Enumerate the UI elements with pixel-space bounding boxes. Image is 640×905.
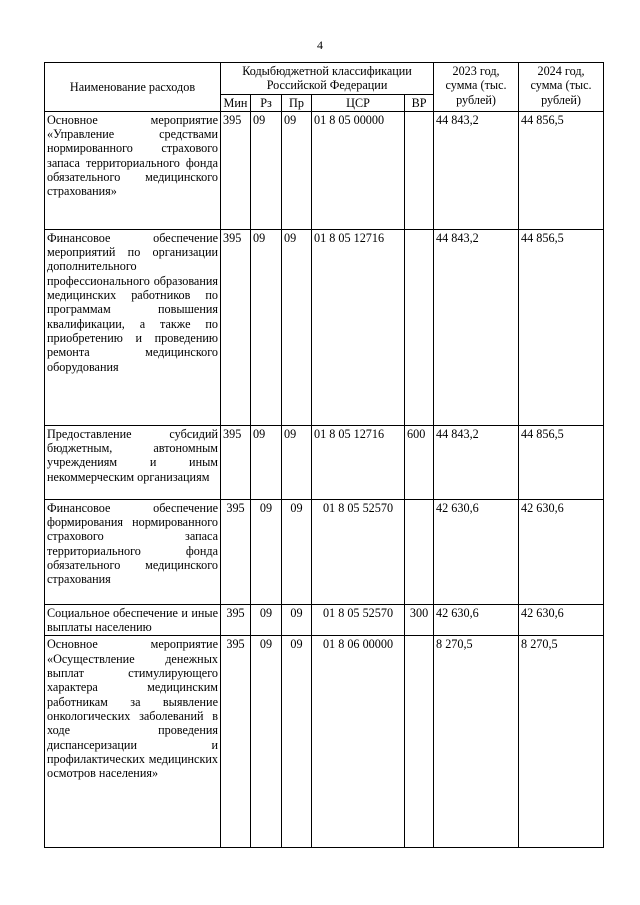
row-rz: 09 [251,111,282,229]
header-min: Мин [221,94,251,111]
table-row [45,425,604,499]
row-pr: 09 [282,425,312,499]
table-row [45,636,604,848]
row-csr: 01 8 06 00000 [312,636,405,848]
row-vr [405,636,434,848]
header-vr: ВР [405,94,434,111]
row-2024: 42 630,6 [519,604,604,636]
row-2024: 44 856,5 [519,229,604,425]
row-csr: 01 8 05 12716 [312,425,405,499]
row-csr: 01 8 05 00000 [312,111,405,229]
row-2023: 44 843,2 [434,425,519,499]
row-2024: 44 856,5 [519,425,604,499]
table-row [45,499,604,604]
row-name: Основное мероприятие «Управление средствами нормированного страхового запаса территориального фонда обязательного медицинского страхования» [45,111,221,229]
row-2024: 42 630,6 [519,499,604,604]
row-vr [405,499,434,604]
row-pr: 09 [282,499,312,604]
header-rz: Рз [251,94,282,111]
header-row-top [45,63,604,95]
row-2023: 42 630,6 [434,499,519,604]
header-name: Наименование расходов [45,63,221,112]
row-pr: 09 [282,636,312,848]
row-min: 395 [221,425,251,499]
table-row [45,229,604,425]
row-csr: 01 8 05 52570 [312,499,405,604]
row-name: Социальное обеспечение и иные выплаты населению [45,604,221,636]
header-codes: Кодыбюджетной классификации Российской Федерации [221,63,434,95]
table-row [45,111,604,229]
row-rz: 09 [251,499,282,604]
row-min: 395 [221,499,251,604]
row-vr [405,229,434,425]
row-2023: 44 843,2 [434,111,519,229]
row-name: Финансовое обеспечение формирования нормированного страхового запаса территориального фонда обязательного медицинского страхования [45,499,221,604]
page-number: 4 [317,38,323,52]
row-vr: 600 [405,425,434,499]
row-rz: 09 [251,425,282,499]
row-name: Финансовое обеспечение мероприятий по организации дополнительного профессионального образования медицинских работников по программам повышения квалификации, а также по приобретению и проведению ремонта медицинского оборудования [45,229,221,425]
header-2023: 2023 год, сумма (тыс. рублей) [434,63,519,112]
row-2024: 44 856,5 [519,111,604,229]
row-min: 395 [221,111,251,229]
row-vr: 300 [405,604,434,636]
row-2023: 8 270,5 [434,636,519,848]
budget-table [44,62,604,848]
header-pr: Пр [282,94,312,111]
row-csr: 01 8 05 12716 [312,229,405,425]
row-name: Предоставление субсидий бюджетным, автономным учреждениям и иным некоммерческим организациям [45,425,221,499]
row-2024: 8 270,5 [519,636,604,848]
row-2023: 44 843,2 [434,229,519,425]
row-pr: 09 [282,604,312,636]
row-pr: 09 [282,111,312,229]
row-csr: 01 8 05 52570 [312,604,405,636]
row-2023: 42 630,6 [434,604,519,636]
row-vr [405,111,434,229]
table-row [45,604,604,636]
row-min: 395 [221,636,251,848]
header-csr: ЦСР [312,94,405,111]
row-rz: 09 [251,229,282,425]
row-name: Основное мероприятие «Осуществление денежных выплат стимулирующего характера медицинским работникам за выявление онкологических заболеваний в ходе проведения диспансеризации и профилактических медицинских осмотров населения» [45,636,221,848]
row-min: 395 [221,604,251,636]
row-rz: 09 [251,604,282,636]
header-2024: 2024 год, сумма (тыс. рублей) [519,63,604,112]
row-rz: 09 [251,636,282,848]
row-min: 395 [221,229,251,425]
row-pr: 09 [282,229,312,425]
